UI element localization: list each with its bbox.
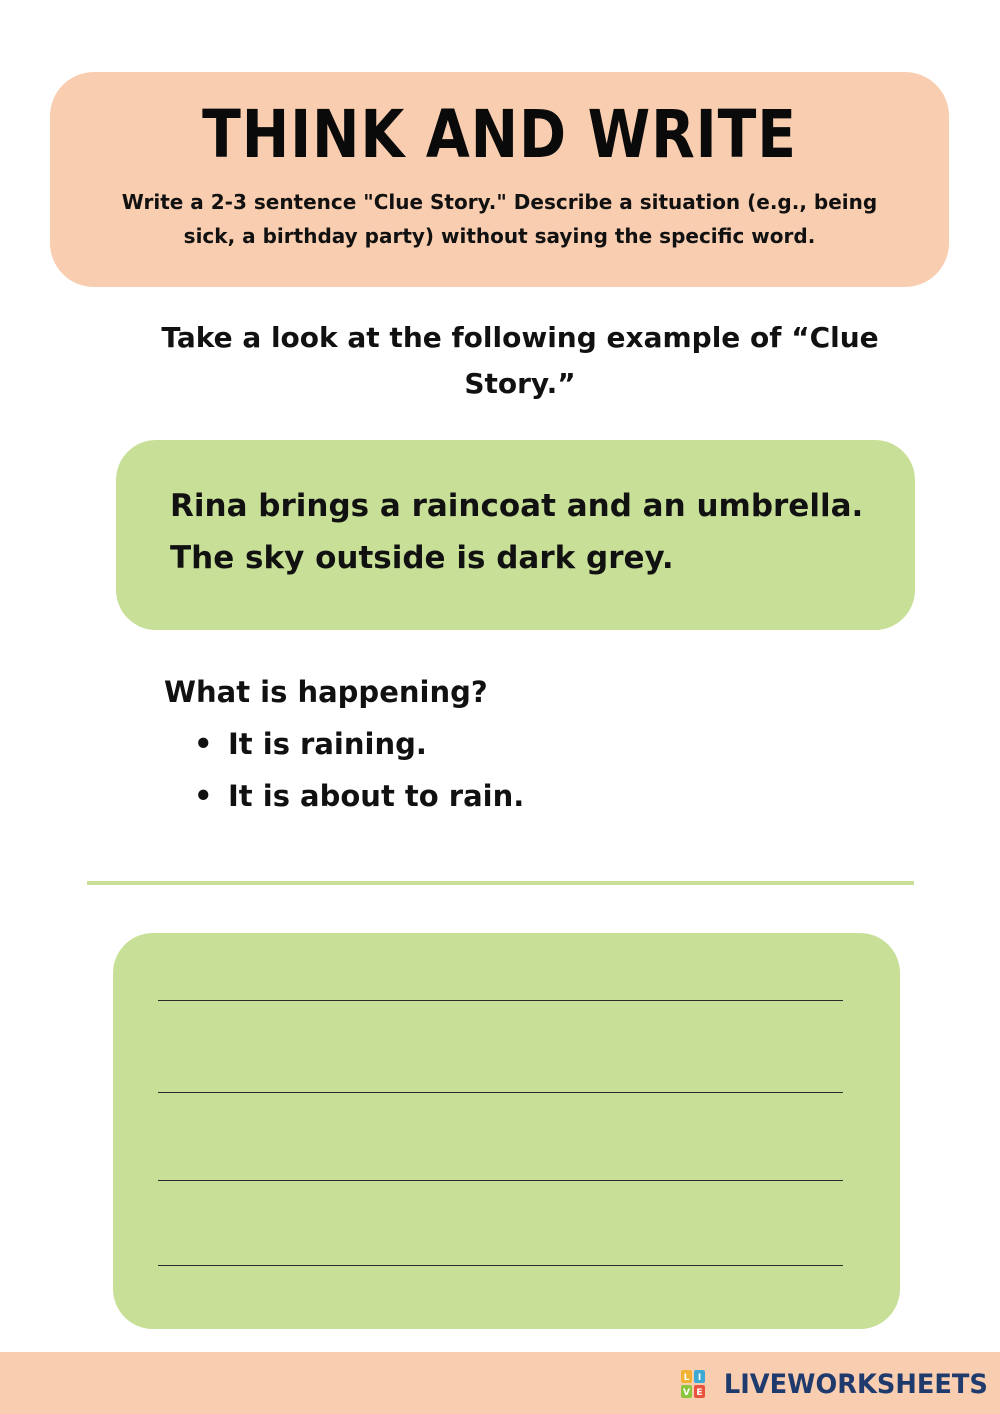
writing-line-2[interactable] bbox=[158, 1092, 843, 1093]
example-story bbox=[170, 480, 890, 584]
example-line-2: The sky outside is dark grey. bbox=[170, 540, 674, 576]
liveworksheets-logo-icon bbox=[680, 1369, 706, 1399]
svg-text:E: E bbox=[696, 1388, 703, 1398]
intro-text: Take a look at the following example of “Clue Story.” bbox=[161, 321, 879, 400]
section-divider bbox=[87, 881, 914, 885]
page-title: THINK AND WRITE bbox=[202, 96, 797, 173]
brand-name: LIVEWORKSHEETS bbox=[724, 1368, 988, 1400]
writing-line-4[interactable] bbox=[158, 1265, 843, 1266]
svg-text:V: V bbox=[683, 1388, 691, 1398]
writing-line-1[interactable] bbox=[158, 1000, 843, 1001]
answer-list bbox=[194, 718, 524, 822]
question-label: What is happening? bbox=[164, 675, 488, 709]
example-line-1: Rina brings a raincoat and an umbrella. bbox=[170, 488, 864, 524]
answer-item: • It is about to rain. bbox=[194, 770, 524, 822]
answer-item: • It is raining. bbox=[194, 718, 524, 770]
liveworksheets-logo[interactable] bbox=[680, 1364, 988, 1404]
instructions-text: Write a 2-3 sentence "Clue Story." Describe a situation (e.g., being sick, a birthday party) without saying the specific word. bbox=[121, 190, 878, 248]
writing-area bbox=[113, 933, 900, 1329]
writing-line-3[interactable] bbox=[158, 1180, 843, 1181]
svg-text:L: L bbox=[683, 1373, 690, 1383]
header-card bbox=[50, 72, 949, 287]
svg-text:I: I bbox=[697, 1373, 702, 1383]
